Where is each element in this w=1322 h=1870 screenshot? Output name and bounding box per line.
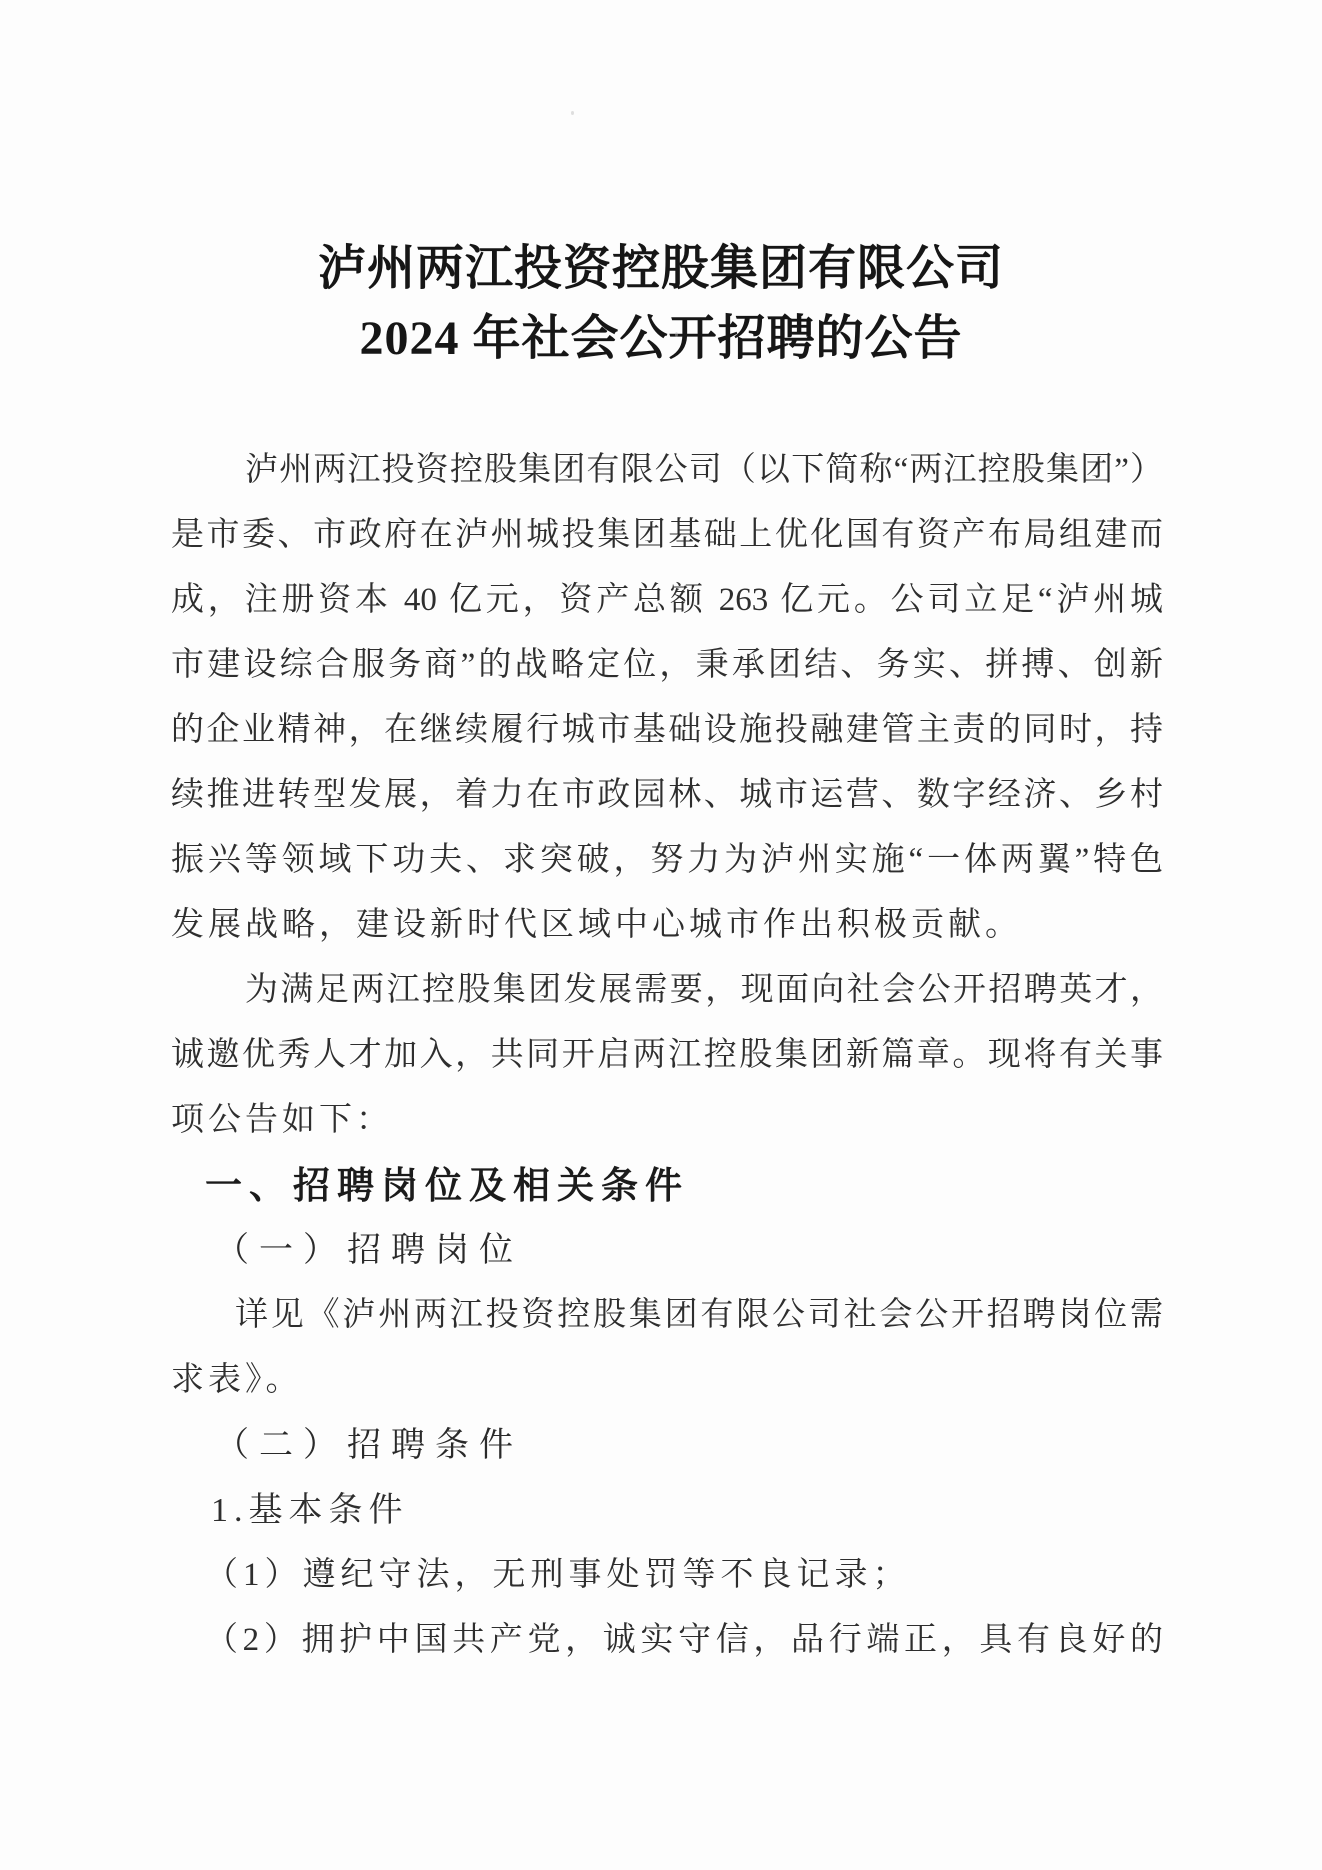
document-body — [171, 438, 1163, 1673]
scan-speck — [571, 111, 574, 115]
subsection-1-body-line: 详见《泸州两江投资控股集团有限公司社会公开招聘岗位需 — [235, 1297, 1163, 1333]
intro-paragraph-line: 泸州两江投资控股集团有限公司（以下简称“两江控股集团”） — [245, 452, 1163, 488]
subsection-1-body-line: 求表》。 — [171, 1362, 303, 1398]
scan-speck — [675, 332, 678, 337]
intro-paragraph-line: 续推进转型发展，着力在市政园林、城市运营、数字经济、乡村 — [171, 777, 1163, 813]
subsection-1-heading: （一）招聘岗位 — [215, 1232, 523, 1269]
intro-paragraph-line: 是市委、市政府在泸州城投集团基础上优化国有资产布局组建而 — [171, 517, 1163, 553]
condition-item-2: （2）拥护中国共产党，诚实守信，品行端正，具有良好的 — [205, 1622, 1163, 1658]
intro-paragraph-line: 市建设综合服务商”的战略定位，秉承团结、务实、拼搏、创新 — [171, 647, 1163, 683]
condition-item-1: （1）遵纪守法，无刑事处罚等不良记录； — [205, 1557, 911, 1593]
second-paragraph-line: 项公告如下： — [171, 1102, 393, 1138]
second-paragraph-line: 为满足两江控股集团发展需要，现面向社会公开招聘英才， — [245, 972, 1163, 1008]
basic-conditions-heading: 1.基本条件 — [211, 1492, 409, 1529]
second-paragraph-line: 诚邀优秀人才加入，共同开启两江控股集团新篇章。现将有关事 — [171, 1037, 1163, 1073]
intro-paragraph-line: 振兴等领域下功夫、求突破，努力为泸州实施“一体两翼”特色 — [171, 842, 1163, 878]
intro-paragraph-line: 发展战略，建设新时代区域中心城市作出积极贡献。 — [171, 907, 1022, 943]
intro-paragraph-line: 成，注册资本 40 亿元，资产总额 263 亿元。公司立足“泸州城 — [171, 582, 1163, 618]
document-title-line-1: 泸州两江投资控股集团有限公司 — [317, 242, 1004, 295]
intro-paragraph-line: 的企业精神，在继续履行城市基础设施投融建管主责的同时，持 — [171, 712, 1163, 748]
document-title-line-2: 2024 年社会公开招聘的公告 — [359, 312, 963, 365]
document-title — [0, 0, 1322, 374]
section-1-heading: 一、招聘岗位及相关条件 — [205, 1165, 689, 1206]
subsection-2-heading: （二）招聘条件 — [215, 1427, 523, 1464]
